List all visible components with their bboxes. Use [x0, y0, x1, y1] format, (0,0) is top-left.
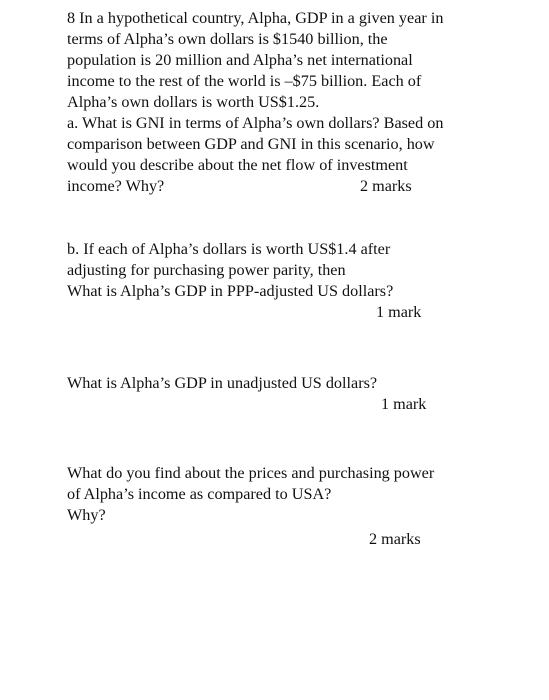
part-d-line-2: of Alpha’s income as compared to USA? [67, 485, 332, 503]
part-b-line-1: b. If each of Alpha’s dollars is worth US$1.4 after [67, 240, 391, 258]
intro-line-2: terms of Alpha’s own dollars is $1540 billion, the [67, 30, 388, 48]
part-c-line-1: What is Alpha’s GDP in unadjusted US dollars? [67, 374, 378, 392]
part-b-line-2: adjusting for purchasing power parity, then [67, 261, 346, 279]
part-a-marks: 2 marks [360, 177, 412, 195]
part-a-line-3: would you describe about the net flow of investment [67, 156, 408, 174]
part-d-line-1: What do you find about the prices and purchasing power [67, 464, 435, 482]
part-a-line-4: income? Why? [67, 177, 165, 195]
part-d-line-3: Why? [67, 506, 106, 524]
intro-line-4: income to the rest of the world is –$75 billion. Each of [67, 72, 422, 90]
part-a-line-2: comparison between GDP and GNI in this scenario, how [67, 135, 435, 153]
intro-line-1: 8 In a hypothetical country, Alpha, GDP in a given year in [67, 9, 444, 27]
intro-line-3: population is 20 million and Alpha’s net international [67, 51, 413, 69]
part-a-line-1: a. What is GNI in terms of Alpha’s own dollars? Based on [67, 114, 444, 132]
part-d-marks: 2 marks [369, 530, 421, 548]
part-c-marks: 1 mark [381, 395, 427, 413]
part-b-marks: 1 mark [376, 303, 422, 321]
part-b-line-3: What is Alpha’s GDP in PPP-adjusted US dollars? [67, 282, 394, 300]
intro-line-5: Alpha’s own dollars is worth US$1.25. [67, 93, 320, 111]
